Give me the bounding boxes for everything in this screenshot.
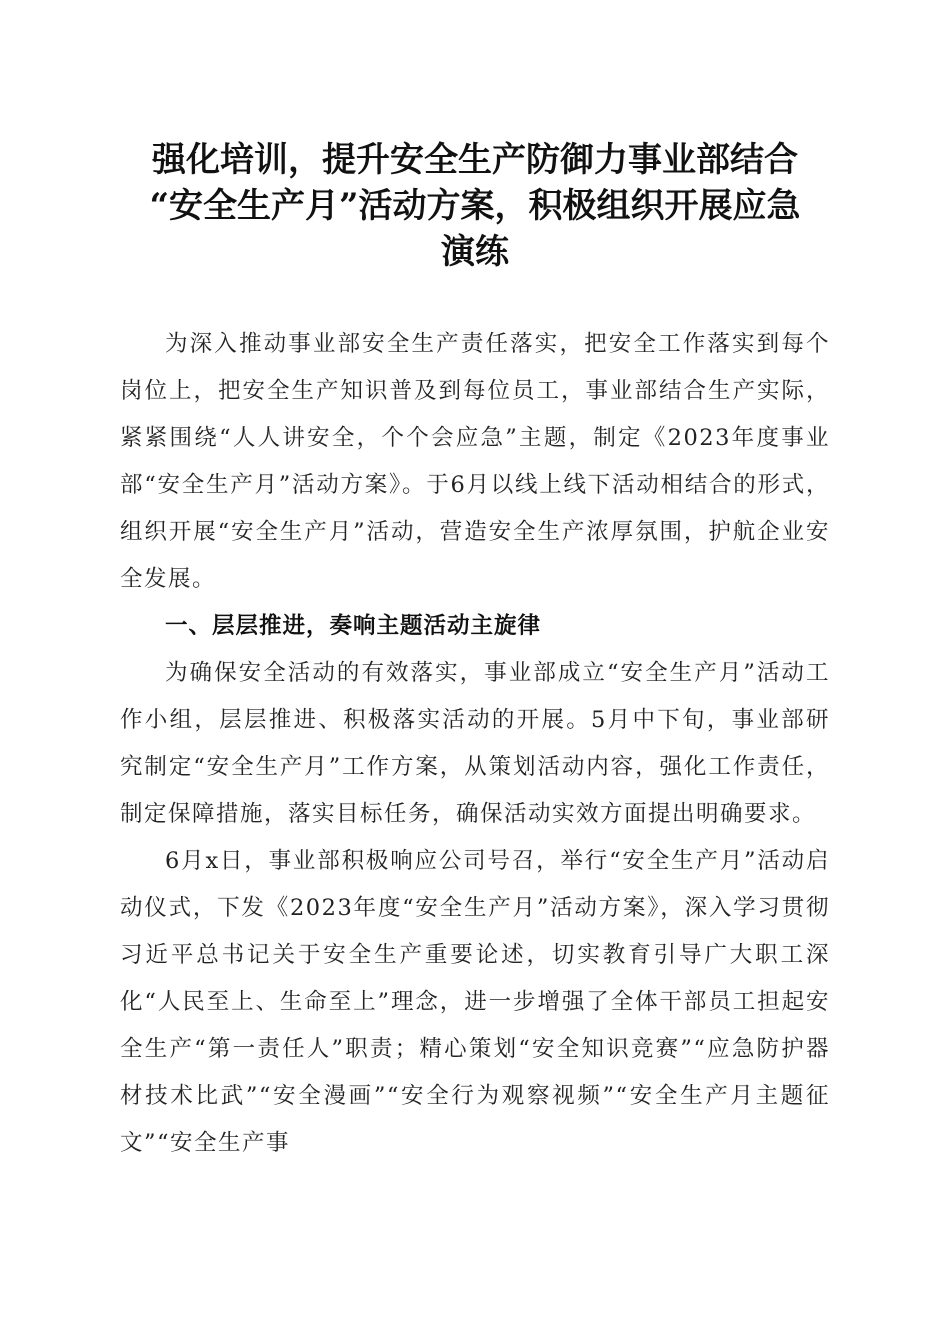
section-heading-1: 一、层层推进，奏响主题活动主旋律 [165,613,542,639]
title-line-1: 强化培训，提升安全生产防御力事业部结合 [152,140,798,180]
title-line-3: 演练 [441,232,509,272]
paragraph-section-1-a: 为确保安全活动的有效落实，事业部成立“安全生产月”活动工作小组，层层推进、积极落实活动的开展。5月中下旬，事业部研究制定“安全生产月”工作方案，从策划活动内容，强化工作责任，制定保障措施，落实目标任务，确保活动实效方面提出明确要求。 [120,660,830,827]
title-line-2: “安全生产月”活动方案，积极组织开展应急 [149,186,801,226]
document-body [120,321,830,1166]
paragraph-intro: 为深入推动事业部安全生产责任落实，把安全工作落实到每个岗位上，把安全生产知识普及到每位员工，事业部结合生产实际，紧紧围绕“人人讲安全，个个会应急”主题，制定《2023年度事业部“安全生产月”活动方案》。于6月以线上线下活动相结合的形式，组织开展“安全生产月”活动，营造安全生产浓厚氛围，护航企业安全发展。 [120,331,830,592]
paragraph-section-1-b: 6月x日，事业部积极响应公司号召，举行“安全生产月”活动启动仪式，下发《2023年度“安全生产月”活动方案》，深入学习贯彻习近平总书记关于安全生产重要论述，切实教育引导广大职工深化“人民至上、生命至上”理念，进一步增强了全体干部员工担起安全生产“第一责任人”职责；精心策划“安全知识竞赛”“应急防护器材技术比武”“安全漫画”“安全行为观察视频”“安全生产月主题征文”“安全生产事 [120,848,830,1156]
document-title [100,137,850,275]
